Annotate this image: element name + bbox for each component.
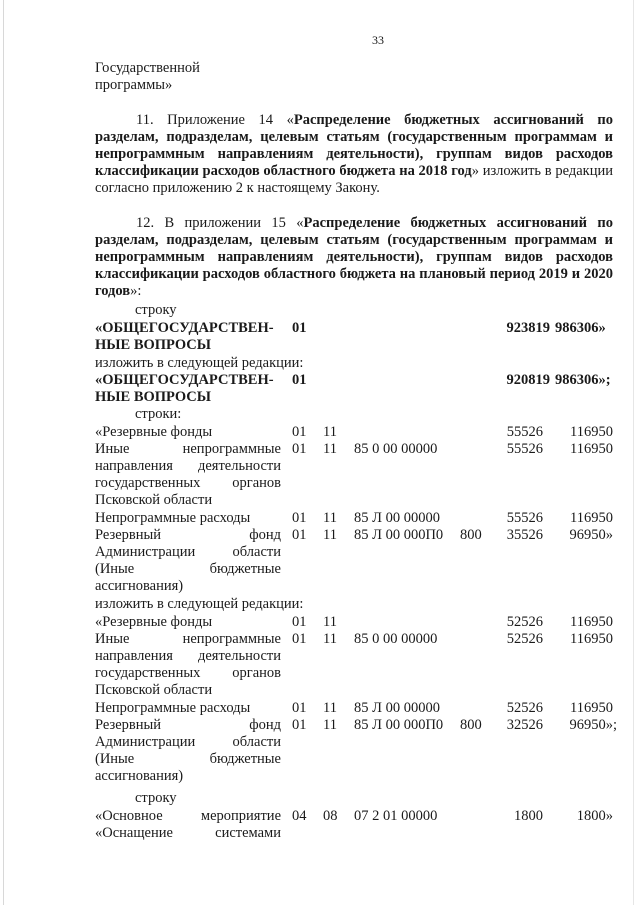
- row-2019: 55526: [506, 424, 543, 440]
- row-name: Иные непрограммные: [95, 441, 281, 457]
- instruction-line: строку: [135, 790, 177, 806]
- row-name: ассигнования): [95, 578, 184, 594]
- row-2020: 96950»: [569, 527, 613, 543]
- row-rz: 01: [292, 424, 307, 440]
- row-2020: 116950: [570, 424, 613, 440]
- scan-edge-left: [3, 0, 4, 905]
- row-name: (Иные бюджетные: [95, 561, 281, 577]
- row-csr: 85 Л 00 00000: [354, 700, 440, 716]
- row-2019: 55526: [506, 510, 543, 526]
- instruction-replace: изложить в следующей редакции:: [95, 596, 304, 612]
- row-vr: 800: [460, 717, 482, 733]
- scan-edge-right: [633, 0, 634, 905]
- row-name: «ОБЩЕГОСУДАРСТВЕН-: [95, 372, 274, 388]
- row-rz: 01: [292, 717, 307, 733]
- row-pr: 11: [323, 631, 337, 647]
- paragraph-12-title: Распределение бюджетных ассигнований по разделам, подразделам, целевым статьям (государственным программам и непрограммным направлениям деятельности), группам видов расходов классификации расходов областного бюджета на плановый период 2019 и 2020 годов: [95, 215, 613, 299]
- row-name: ассигнования): [95, 768, 184, 784]
- row-name: Псковской области: [95, 682, 213, 698]
- row-name: «ОБЩЕГОСУДАРСТВЕН-: [95, 320, 274, 336]
- row-name: Непрограммные расходы: [95, 510, 251, 526]
- instruction-lines: строки:: [135, 406, 182, 422]
- row-2020: 116950: [570, 441, 613, 457]
- row-name: «Резервные фонды: [95, 614, 213, 630]
- intro-line-2: программы»: [95, 77, 173, 93]
- row-rz: 01: [292, 614, 307, 630]
- paragraph-11-tail: » изложить в редакции согласно приложению 2 к настоящему Закону.: [95, 163, 613, 196]
- page-number: 33: [372, 33, 384, 47]
- row-name: «Резервные фонды: [95, 424, 213, 440]
- paragraph-12-tail: »:: [130, 283, 142, 299]
- row-2019: 52526: [506, 700, 543, 716]
- row-2019: 920819: [506, 372, 550, 388]
- row-csr: 85 0 00 00000: [354, 441, 438, 457]
- row-pr: 11: [323, 441, 337, 457]
- row-name: (Иные бюджетные: [95, 751, 281, 767]
- row-name: Резервный фонд: [95, 717, 281, 733]
- row-name: Непрограммные расходы: [95, 700, 251, 716]
- row-rz: 01: [292, 631, 307, 647]
- row-name: направления деятельности: [95, 458, 281, 474]
- row-2020: 116950: [570, 510, 613, 526]
- paragraph-11: [95, 112, 613, 197]
- row-pr: 11: [323, 424, 337, 440]
- row-pr: 08: [323, 808, 338, 824]
- row-csr: 85 Л 00 00000: [354, 510, 440, 526]
- row-pr: 11: [323, 717, 337, 733]
- row-rz: 04: [292, 808, 307, 824]
- row-rz: 01: [292, 510, 307, 526]
- row-pr: 11: [323, 614, 337, 630]
- paragraph-12: [95, 215, 613, 300]
- row-2020: 116950: [570, 700, 613, 716]
- row-csr: 85 Л 00 000П0: [354, 717, 444, 733]
- row-2019: 32526: [506, 717, 543, 733]
- intro-line-1: Государственной: [95, 60, 200, 76]
- instruction-line: строку: [135, 302, 177, 318]
- row-2020: 96950»;: [569, 717, 617, 733]
- row-name: государственных органов: [95, 475, 281, 491]
- row-pr: 11: [323, 510, 337, 526]
- row-name: Псковской области: [95, 492, 213, 508]
- row-2019: 35526: [506, 527, 543, 543]
- row-2019: 52526: [506, 614, 543, 630]
- instruction-replace: изложить в следующей редакции:: [95, 355, 304, 371]
- row-name: «Оснащение системами: [95, 825, 281, 841]
- row-2020: 116950: [570, 614, 613, 630]
- row-pr: 11: [323, 700, 337, 716]
- row-2019: 923819: [506, 320, 550, 336]
- paragraph-11-lead: 11. Приложение 14 «: [136, 112, 294, 128]
- row-name: государственных органов: [95, 665, 281, 681]
- row-2020: 986306»: [555, 320, 606, 336]
- row-2019: 55526: [506, 441, 543, 457]
- row-rz: 01: [292, 527, 307, 543]
- paragraph-11-title: Распределение бюджетных ассигнований по разделам, подразделам, целевым статьям (государственным программам и непрограммным направлениям деятельности), группам видов расходов классификации расходов областного бюджета на 2018 год: [95, 112, 613, 179]
- row-name: НЫЕ ВОПРОСЫ: [95, 337, 211, 353]
- row-csr: 07 2 01 00000: [354, 808, 438, 824]
- row-name: направления деятельности: [95, 648, 281, 664]
- row-vr: 800: [460, 527, 482, 543]
- row-rz: 01: [292, 320, 307, 336]
- row-rz: 01: [292, 441, 307, 457]
- row-rz: 01: [292, 700, 307, 716]
- row-name: Иные непрограммные: [95, 631, 281, 647]
- row-csr: 85 0 00 00000: [354, 631, 438, 647]
- row-2020: 1800»: [576, 808, 613, 824]
- paragraph-12-lead: 12. В приложении 15 «: [136, 215, 304, 231]
- row-name: Резервный фонд: [95, 527, 281, 543]
- row-csr: 85 Л 00 000П0: [354, 527, 444, 543]
- row-2020: 116950: [570, 631, 613, 647]
- row-2020: 986306»;: [555, 372, 611, 388]
- row-name: «Основное мероприятие: [95, 808, 281, 824]
- row-name: Администрации области: [95, 544, 281, 560]
- row-name: НЫЕ ВОПРОСЫ: [95, 389, 211, 405]
- row-pr: 11: [323, 527, 337, 543]
- row-2019: 52526: [506, 631, 543, 647]
- row-name: Администрации области: [95, 734, 281, 750]
- row-rz: 01: [292, 372, 307, 388]
- row-2019: 1800: [514, 808, 543, 824]
